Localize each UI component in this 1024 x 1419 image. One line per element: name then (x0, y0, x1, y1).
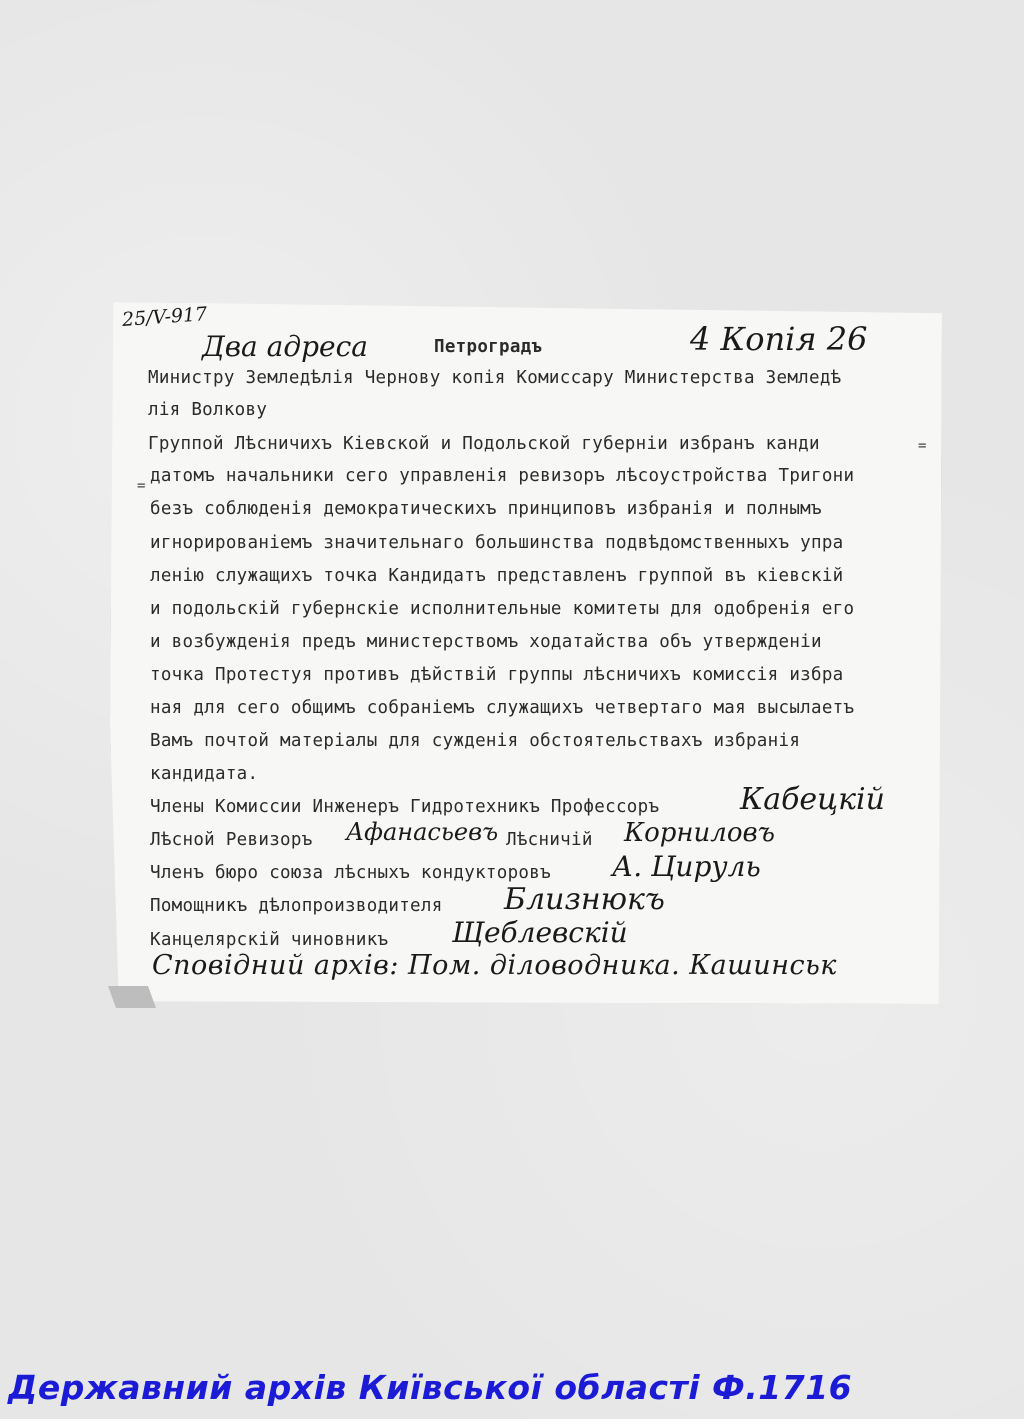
signature-typed-line: Члены Комиссии Инженеръ Гидротехникъ Профессоръ (150, 797, 660, 817)
body-line: и подольскій губернскіе исполнительные комитеты для одобренія его (150, 599, 855, 619)
sheet-fold-shadow (108, 986, 156, 1008)
body-line: ленію служащихъ точка Кандидатъ представленъ группой въ кіевскій (150, 566, 844, 586)
archive-label: Державний архів Київської області Ф.1716 (8, 1368, 853, 1407)
signature-typed-line: Помощникъ дѣлопроизводителя (150, 896, 443, 916)
margin-mark: = (137, 478, 146, 494)
body-line: Министру Земледѣлія Чернову копія Комиссару Министерства Земледѣ (148, 368, 842, 388)
signature-typed-line: Членъ бюро союза лѣсныхъ кондукторовъ (150, 863, 551, 883)
signature-handwritten: Близнюкъ (504, 882, 665, 917)
body-line: безъ соблюденія демократическихъ принциповъ избранія и полнымъ (150, 499, 822, 519)
signature-handwritten: Афанасьевъ (346, 818, 499, 846)
body-line: кандидата. (150, 764, 259, 784)
body-line: Вамъ почтой матеріалы для сужденія обстоятельствахъ избранія (150, 731, 801, 751)
body-line: и возбужденія предъ министерствомъ ходатайства объ утвержденіи (150, 632, 822, 652)
date-note: 25/V-917 (121, 303, 208, 331)
header-handwritten-left: Два адреса (202, 330, 368, 363)
body-line: Группой Лѣсничихъ Кіевской и Подольской губерніи избранъ канди (148, 434, 820, 454)
signature-handwritten: Щеблевскій (452, 916, 628, 949)
signature-handwritten: А. Цируль (612, 850, 761, 883)
signature-typed-line: Лѣсничій (506, 830, 593, 850)
margin-mark: = (918, 438, 927, 454)
body-line: игнорированіемъ значительнаго большинства подвѣдомственныхъ упра (150, 533, 844, 553)
signature-typed-line: Лѣсной Ревизоръ (150, 830, 313, 850)
body-line: датомъ начальники сего управленія ревизоръ лѣсоустройства Тригони (150, 466, 855, 486)
closing-handwritten: Сповідний архів: Пом. діловодника. Кашинськ (152, 950, 837, 981)
header-handwritten-right: 4 Копія 26 (690, 320, 868, 358)
signature-typed-line: Канцелярскій чиновникъ (150, 930, 389, 950)
body-line: точка Протестуя противъ дѣйствій группы лѣсничихъ комиссія избра (150, 665, 844, 685)
city-heading: Петроградъ (434, 337, 543, 357)
signature-handwritten: Корниловъ (624, 818, 775, 848)
signature-handwritten: Кабецкій (740, 782, 885, 817)
body-line: лія Волкову (148, 400, 268, 420)
body-line: ная для сего общимъ собраніемъ служащихъ четвертаго мая высылаетъ (150, 698, 855, 718)
